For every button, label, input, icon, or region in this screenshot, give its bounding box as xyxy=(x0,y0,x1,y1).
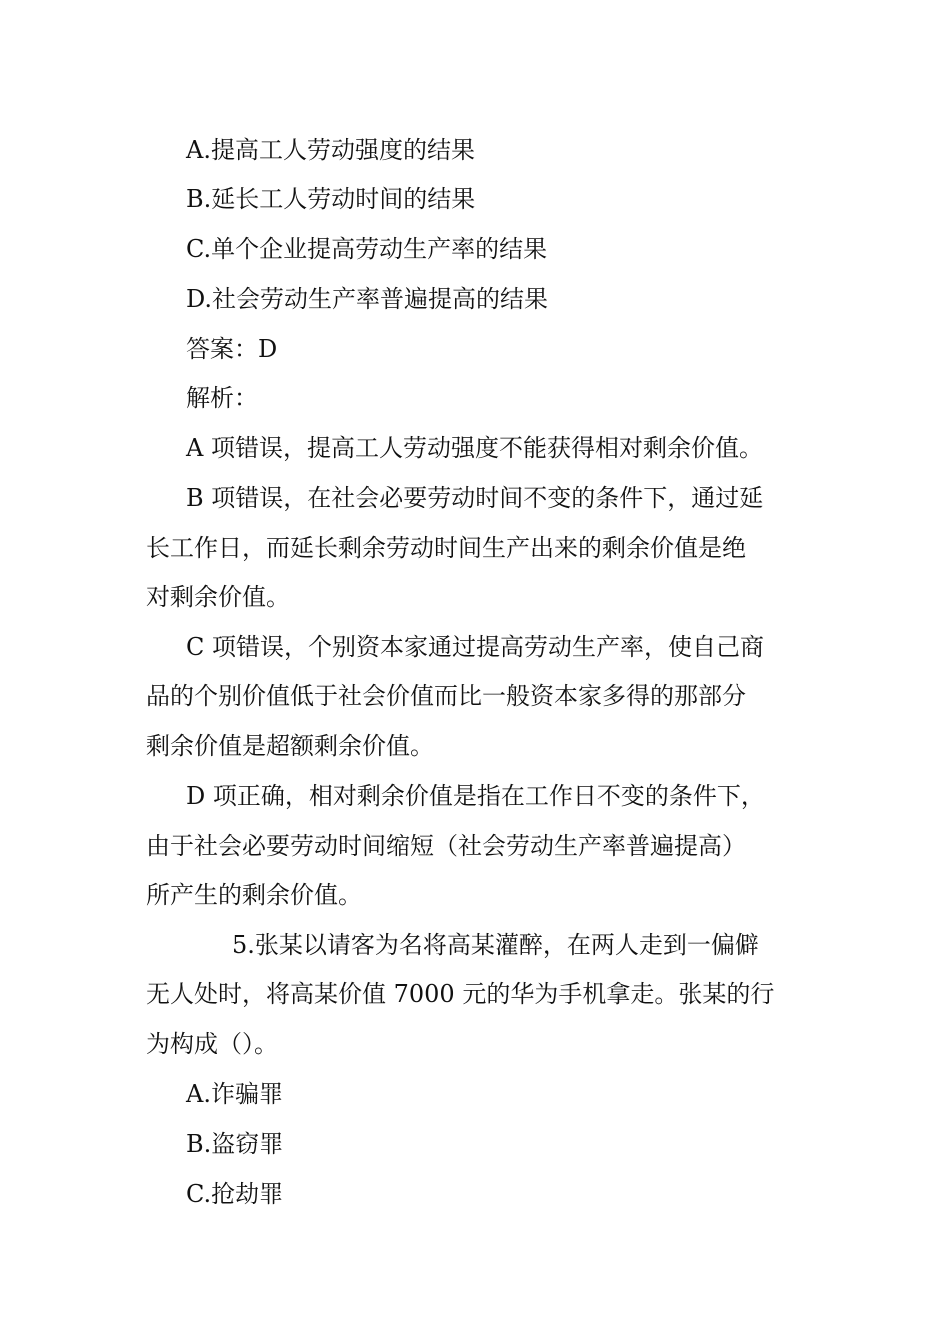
q4-option-c: C.单个企业提高劳动生产率的结果 xyxy=(186,235,548,263)
q5-option-a: A.诈骗罪 xyxy=(186,1080,283,1108)
q4-analysis-c-line-3: 剩余价值是超额剩余价值。 xyxy=(146,732,434,760)
q4-option-a: A.提高工人劳动强度的结果 xyxy=(186,136,475,164)
q4-analysis-d-line-2: 由于社会必要劳动时间缩短（社会劳动生产率普遍提高） xyxy=(146,832,746,860)
q5-option-b: B.盗窃罪 xyxy=(186,1130,284,1158)
q4-analysis-b-line-1: B 项错误，在社会必要劳动时间不变的条件下，通过延 xyxy=(186,484,764,512)
q4-analysis-d-line-3: 所产生的剩余价值。 xyxy=(146,881,362,909)
q4-option-d: D.社会劳动生产率普遍提高的结果 xyxy=(186,285,549,313)
q4-analysis-c-line-2: 品的个别价值低于社会价值而比一般资本家多得的那部分 xyxy=(146,682,746,710)
q5-stem-line-1: 5.张某以请客为名将高某灌醉，在两人走到一偏僻 xyxy=(232,931,759,959)
q4-option-b: B.延长工人劳动时间的结果 xyxy=(186,185,476,213)
q4-analysis-a: A 项错误，提高工人劳动强度不能获得相对剩余价值。 xyxy=(186,434,763,462)
q4-analysis-d-line-1: D 项正确，相对剩余价值是指在工作日不变的条件下， xyxy=(186,782,765,810)
q5-stem-line-2: 无人处时，将高某价值 7000 元的华为手机拿走。张某的行 xyxy=(146,980,775,1008)
q4-analysis-label: 解析： xyxy=(186,384,258,412)
q5-stem-line-3: 为构成（）。 xyxy=(146,1030,278,1058)
q4-analysis-b-line-3: 对剩余价值。 xyxy=(146,583,290,611)
q5-option-c: C.抢劫罪 xyxy=(186,1180,284,1208)
q4-analysis-b-line-2: 长工作日，而延长剩余劳动时间生产出来的剩余价值是绝 xyxy=(146,534,746,562)
q4-analysis-c-line-1: C 项错误，个别资本家通过提高劳动生产率，使自己商 xyxy=(186,633,764,661)
q4-answer: 答案：D xyxy=(186,335,278,363)
